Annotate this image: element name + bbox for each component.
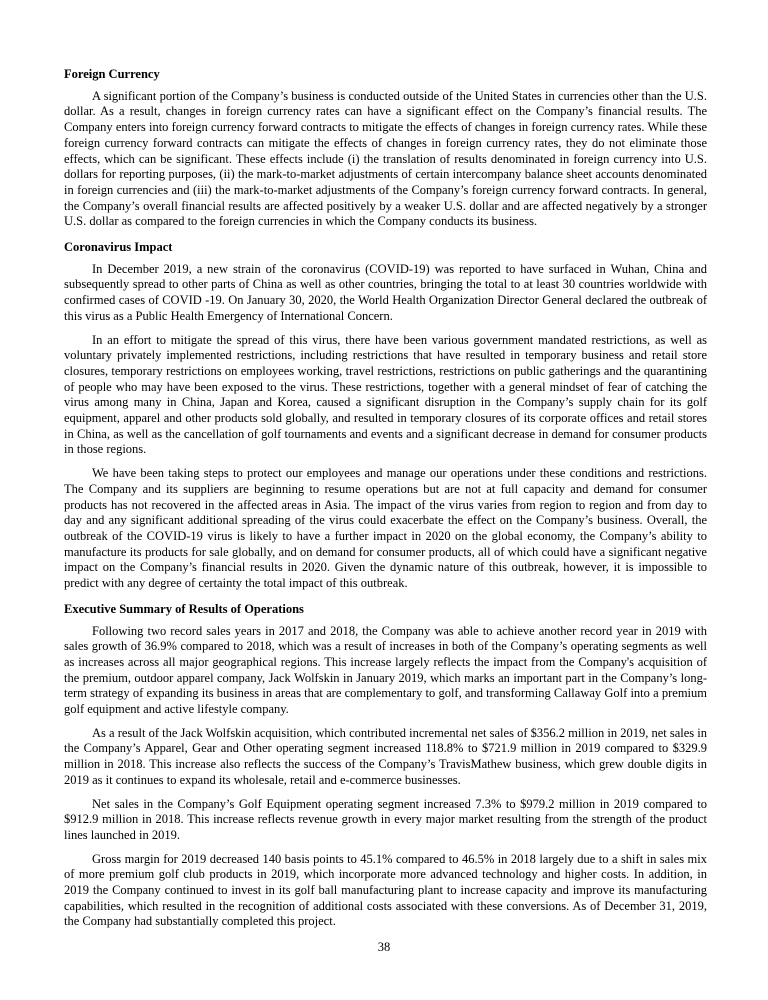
section-heading-executive-summary: Executive Summary of Results of Operations bbox=[64, 601, 304, 616]
section-heading-coronavirus-impact: Coronavirus Impact bbox=[64, 240, 173, 255]
paragraph: A significant portion of the Company’s business is conducted outside of the United States in currencies other than the U.S. dollar. As a result, changes in foreign currency rates can have a significant effect on the Company’s financial results. The Company enters into foreign currency forward contracts to mitigate the effects of changes in foreign currency rates. While these foreign currency forward contracts can mitigate the effects of changes in foreign currency rates, they do not eliminate those effects, which can be significant. These effects include (i) the translation of results denominated in foreign currency into U.S. dollars for reporting purposes, (ii) the mark-to-market adjustments of certain intercompany balance sheet accounts denominated in foreign currencies and (iii) the mark-to-market adjustments of the Company’s foreign currency forward contracts. In general, the Company’s overall financial results are affected positively by a weaker U.S. dollar and are affected negatively by a stronger U.S. dollar as compared to the foreign currencies in which the Company conducts its business. bbox=[64, 88, 707, 229]
paragraph: We have been taking steps to protect our employees and manage our operations under these conditions and restrictions. The Company and its suppliers are beginning to resume operations but are not at full capacity and demand for consumer products has not recovered in the affected areas in Asia. The impact of the virus varies from region to region and from day to day and any significant additional spreading of the virus could exacerbate the effect on the Company’s business. Overall, the outbreak of the COVID-19 virus is likely to have a further impact in 2020 on the global economy, the Company’s ability to manufacture its products for sale globally, and on demand for consumer products, all of which could have a significant negative impact on the Company’s financial results in 2020. Given the dynamic nature of this outbreak, however, it is impossible to predict with any degree of certainty the total impact of this outbreak. bbox=[64, 466, 707, 591]
paragraph: In December 2019, a new strain of the coronavirus (COVID-19) was reported to have surfaced in Wuhan, China and subsequently spread to other parts of China as well as other countries, bringing the total to at least 30 countries worldwide with confirmed cases of COVID -19. On January 30, 2020, the World Health Organization Director General declared the outbreak of this virus as a Public Health Emergency of International Concern. bbox=[64, 261, 707, 323]
paragraph: As a result of the Jack Wolfskin acquisition, which contributed incremental net sales of $356.2 million in 2019, net sales in the Company’s Apparel, Gear and Other operating segment increased 118.8% to $721.9 million in 2019 compared to $329.9 million in 2018. This increase also reflects the success of the Company’s TravisMathew business, which grew double digits in 2019 as it continues to expand its wholesale, retail and e-commerce businesses. bbox=[64, 725, 707, 787]
paragraph: Following two record sales years in 2017 and 2018, the Company was able to achieve another record year in 2019 with sales growth of 36.9% compared to 2018, which was a result of increases in both of the Company’s operating segments as well as increases across all major geographical regions. This increase largely reflects the impact from the Company's acquisition of the premium, outdoor apparel company, Jack Wolfskin in January 2019, which marks an important part in the Company’s long-term strategy of expanding its business in areas that are complementary to golf, and transforming Callaway Golf into a premium golf equipment and active lifestyle company. bbox=[64, 623, 707, 717]
paragraph: Net sales in the Company’s Golf Equipment operating segment increased 7.3% to $979.2 million in 2019 compared to $912.9 million in 2018. This increase reflects revenue growth in every major market resulting from the strength of the product lines launched in 2019. bbox=[64, 796, 707, 842]
page-number: 38 bbox=[377, 940, 391, 954]
paragraph: In an effort to mitigate the spread of this virus, there have been various government mandated restrictions, as well as voluntary privately implemented restrictions, including restrictions that have resulted in temporary business and retail store closures, temporary restrictions on employees working, travel restrictions, restrictions on public gatherings and the quarantining of people who may have been exposed to the virus. These restrictions, together with a general mindset of fear of catching the virus among many in China, Japan and Korea, caused a significant disruption in the Company’s supply chain for its golf equipment, apparel and other products sold globally, and resulted in temporary closures of its corporate offices and retail stores in China, as well as the cancellation of golf tournaments and events and a significant decrease in demand for consumer products in those regions. bbox=[64, 332, 707, 457]
section-executive-summary bbox=[64, 602, 707, 930]
section-foreign-currency bbox=[64, 67, 707, 230]
section-heading-foreign-currency: Foreign Currency bbox=[64, 67, 160, 81]
paragraph: Gross margin for 2019 decreased 140 basis points to 45.1% compared to 46.5% in 2018 largely due to a shift in sales mix of more premium golf club products in 2019, which incorporate more advanced technology and higher costs. In addition, in 2019 the Company continued to invest in its golf ball manufacturing plant to increase capacity and improve its manufacturing capabilities, which resulted in the recognition of additional costs associated with these conversions. As of December 31, 2019, the Company had substantially completed this project. bbox=[64, 851, 707, 929]
section-coronavirus-impact bbox=[64, 240, 707, 592]
